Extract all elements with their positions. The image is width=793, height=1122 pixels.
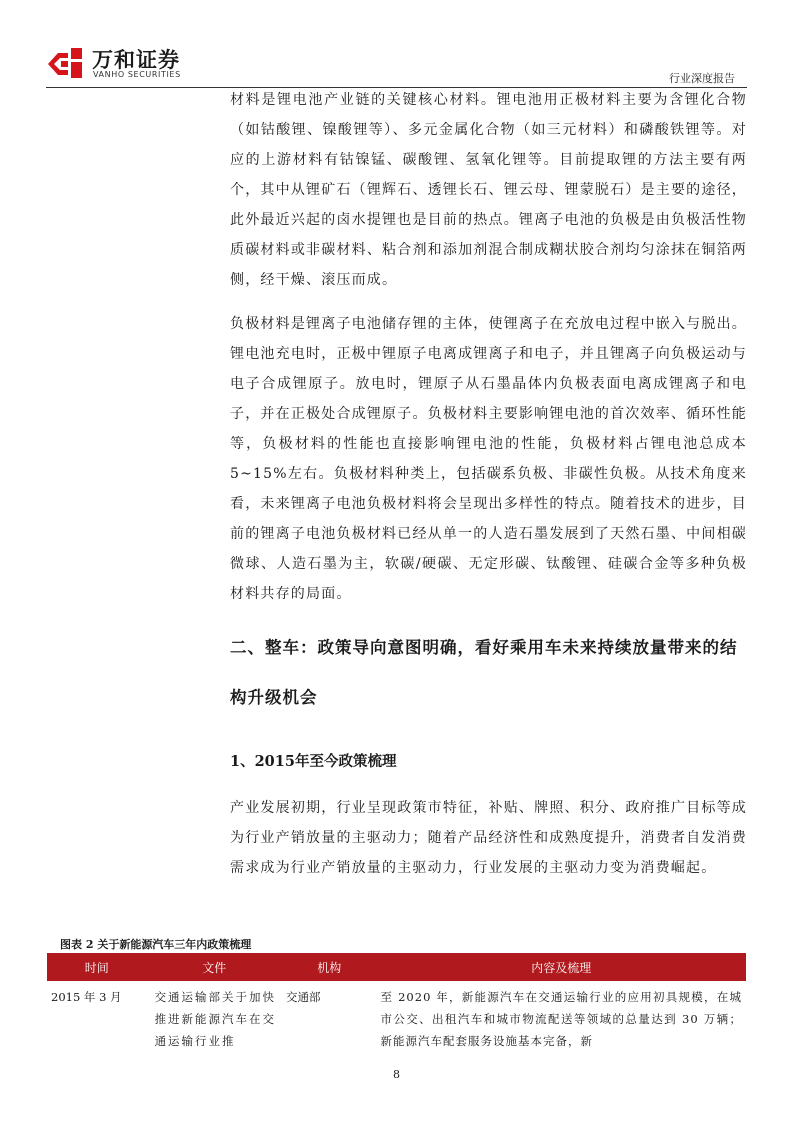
table-row	[47, 981, 746, 1052]
column-header-content: 内容及梳理	[376, 953, 746, 981]
brand-name-en: VANHO SECURITIES	[93, 70, 181, 79]
brand-name-cn: 万和证券	[92, 48, 180, 72]
subsection-heading: 1、2015年至今政策梳理	[230, 753, 397, 770]
company-logo-icon	[46, 44, 86, 82]
body-paragraph-cathode: 材料是锂电池产业链的关键核心材料。锂电池用正极材料主要为含锂化合物（如钴酸锂、镍酸锂等）、多元金属化合物（如三元材料）和磷酸铁锂等。对应的上游材料有钴镍锰、碳酸锂、氢氧化锂等。目前提取锂的方法主要有两个，其中从锂矿石（锂辉石、透锂长石、锂云母、锂蒙脱石）是主要的途径，此外最近兴起的卤水提锂也是目前的热点。锂离子电池的负极是由负极活性物质碳材料或非碳材料、粘合剂和添加剂混合制成糊状胶合剂均匀涂抹在铜箔两侧，经干燥、滚压而成。	[230, 92, 747, 288]
figure-caption: 图表 2 关于新能源汽车三年内政策梳理	[60, 938, 252, 951]
table-header-row	[47, 953, 746, 981]
column-header-document: 文件	[147, 953, 282, 981]
body-paragraph-anode: 负极材料是锂离子电池储存锂的主体，使锂离子在充放电过程中嵌入与脱出。锂电池充电时，正极中锂原子电离成锂离子和电子，并且锂离子向负极运动与电子合成锂原子。放电时，锂原子从石墨晶体内负极表面电离成锂离子和电子，并在正极处合成锂原子。负极材料主要影响锂电池的首次效率、循环性能等，负极材料的性能也直接影响锂电池的性能，负极材料占锂电池总成本5~15%左右。负极材料种类上，包括碳系负极、非碳性负极。从技术角度来看，未来锂离子电池负极材料将会呈现出多样性的特点。随着技术的进步，目前的锂离子电池负极材料已经从单一的人造石墨发展到了天然石墨、中间相碳微球、人造石墨为主，软碳/硬碳、无定形碳、钛酸锂、硅碳合金等多种负极材料共存的局面。	[230, 316, 747, 602]
report-type-label: 行业深度报告	[669, 72, 735, 85]
column-header-agency: 机构	[282, 953, 376, 981]
section-heading: 二、整车：政策导向意图明确，看好乘用车未来持续放量带来的结构升级机会	[230, 638, 738, 707]
body-paragraph-policy: 产业发展初期，行业呈现政策市特征，补贴、牌照、积分、政府推广目标等成为行业产销放量的主驱动力；随着产品经济性和成熟度提升，消费者自发消费需求成为行业产销放量的主驱动力，行业发展的主驱动力变为消费崛起。	[230, 800, 747, 876]
page-number: 8	[393, 1068, 400, 1081]
cell-document: 交通运输部关于加快推进新能源汽车在交通运输行业推	[154, 990, 277, 1048]
cell-content: 至 2020 年，新能源汽车在交通运输行业的应用初具规模，在城市公交、出租汽车和城市物流配送等领域的总量达到 30 万辆；新能源汽车配套服务设施基本完备，新	[380, 990, 742, 1048]
policy-table	[47, 953, 746, 1052]
cell-agency: 交通部	[286, 990, 321, 1004]
cell-date: 2015 年 3 月	[51, 990, 122, 1004]
column-header-date: 时间	[47, 953, 147, 981]
